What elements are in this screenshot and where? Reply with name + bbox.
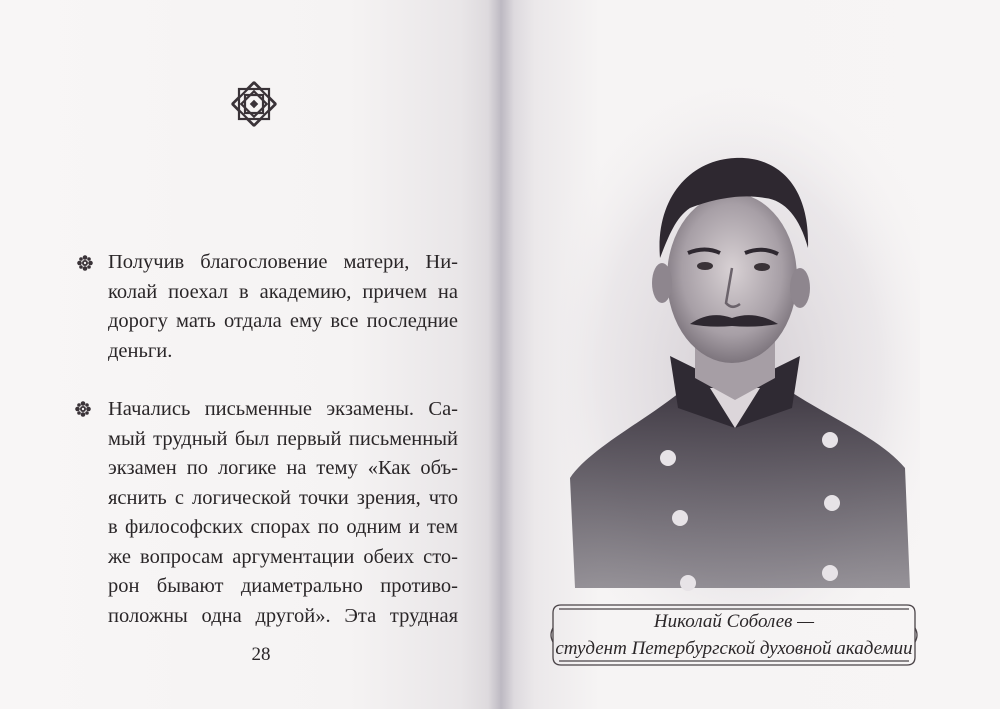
paragraph-line: экзамен по логике на тему «Как объ- xyxy=(108,457,458,479)
portrait-photo xyxy=(560,88,920,608)
photo-caption xyxy=(549,602,919,668)
paragraph-1 xyxy=(108,248,458,366)
paragraph-line: же вопросам аргументации обеих сто- xyxy=(108,545,458,568)
paragraph-line: яснить с логической точки зрения, что xyxy=(108,486,458,509)
flower-bullet-icon xyxy=(74,400,92,418)
flower-bullet-icon xyxy=(76,254,94,272)
paragraph-line: мый трудный был первый письменный xyxy=(108,427,458,450)
caption-text xyxy=(549,608,919,662)
book-gutter xyxy=(488,0,514,709)
paragraph-line: Получив благословение матери, Ни- xyxy=(108,251,458,273)
page-number: 28 xyxy=(251,644,271,665)
paragraph-line: дорогу мать отдала ему все последние xyxy=(108,310,458,332)
caption-line-1: Николай Соболев — xyxy=(653,611,815,632)
knot-ornament-icon xyxy=(226,76,282,132)
paragraph-line: положны одна другой». Эта трудная xyxy=(108,604,458,627)
paragraph-line: колай поехал в академию, причем на xyxy=(108,280,458,303)
paragraph-2 xyxy=(108,395,458,631)
paragraph-line: в философских спорах по одним и тем xyxy=(108,516,458,538)
paragraph-line: рон бывают диаметрально противо- xyxy=(108,575,458,597)
paragraph-line: деньги. xyxy=(108,339,173,362)
caption-line-2: студент Петербургской духовной академии xyxy=(555,638,913,659)
paragraph-line: Начались письменные экзамены. Са- xyxy=(108,398,458,420)
